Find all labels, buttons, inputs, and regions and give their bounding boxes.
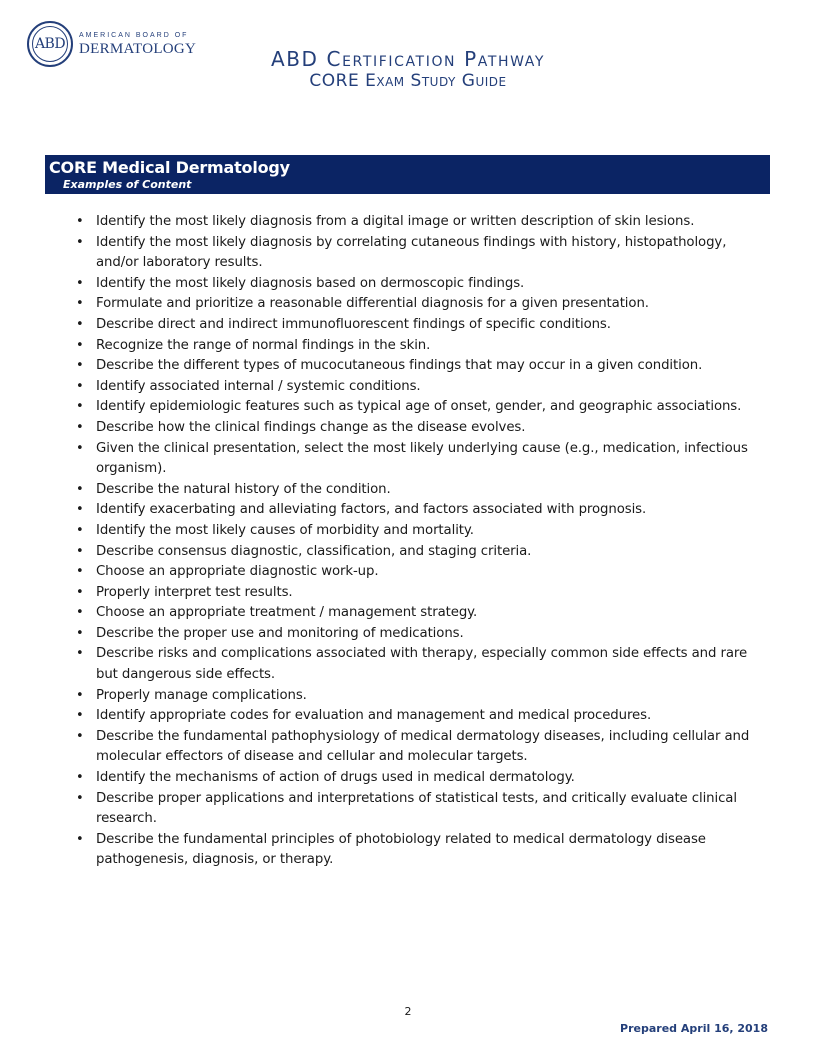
list-item: • Describe risks and complications associated with therapy, especially common side effects and rare but dangerous side effects. [70,644,770,685]
list-item: • Describe the fundamental pathophysiology of medical dermatology diseases, including cellular and molecular effectors of disease and cellular and molecular targets. [70,727,770,768]
list-item: • Properly interpret test results. [70,583,770,604]
list-item: • Describe the fundamental principles of photobiology related to medical dermatology disease pathogenesis, diagnosis, or therapy. [70,830,770,871]
list-item: • Describe the different types of mucocutaneous findings that may occur in a given condition. [70,356,770,377]
document-title: ABD Certification Pathway [270,47,546,71]
list-item: • Describe the natural history of the condition. [70,480,770,501]
list-item: • Identify the mechanisms of action of drugs used in medical dermatology. [70,768,770,789]
section-banner [45,155,770,194]
list-item: • Identify exacerbating and alleviating factors, and factors associated with prognosis. [70,500,770,521]
document-header [0,49,816,90]
list-item: • Describe consensus diagnostic, classification, and staging criteria. [70,542,770,563]
list-item: • Identify associated internal / systemic conditions. [70,377,770,398]
list-item: • Identify the most likely causes of morbidity and mortality. [70,521,770,542]
list-item: • Given the clinical presentation, select the most likely underlying cause (e.g., medication, infectious organism). [70,439,770,480]
page-number: 2 [404,1005,412,1018]
list-item: • Properly manage complications. [70,686,770,707]
list-item: • Choose an appropriate diagnostic work-up. [70,562,770,583]
logo-line-2: DERMATOLOGY [79,40,197,57]
prepared-date: Prepared April 16, 2018 [620,1022,768,1035]
list-item: • Identify appropriate codes for evaluation and management and medical procedures. [70,706,770,727]
list-item: • Identify the most likely diagnosis by correlating cutaneous findings with history, histopathology, and/or laboratory results. [70,233,770,274]
list-item: • Identify the most likely diagnosis based on dermoscopic findings. [70,274,770,295]
list-item: • Recognize the range of normal findings in the skin. [70,336,770,357]
seal-text: ABD [34,36,66,52]
document-subtitle: CORE Exam Study Guide [309,71,507,91]
list-item: • Describe the proper use and monitoring of medications. [70,624,770,645]
list-item: • Describe how the clinical findings change as the disease evolves. [70,418,770,439]
list-item: • Identify epidemiologic features such as typical age of onset, gender, and geographic associations. [70,397,770,418]
list-item: • Identify the most likely diagnosis from a digital image or written description of skin lesions. [70,212,770,233]
list-item: • Formulate and prioritize a reasonable differential diagnosis for a given presentation. [70,294,770,315]
logo-line-1: AMERICAN BOARD OF [79,31,189,39]
section-title: CORE Medical Dermatology [49,158,290,177]
content-list [70,212,770,871]
list-item: • Describe proper applications and interpretations of statistical tests, and critically evaluate clinical research. [70,789,770,830]
section-subtitle: Examples of Content [63,178,192,191]
list-item: • Describe direct and indirect immunofluorescent findings of specific conditions. [70,315,770,336]
list-item: • Choose an appropriate treatment / management strategy. [70,603,770,624]
